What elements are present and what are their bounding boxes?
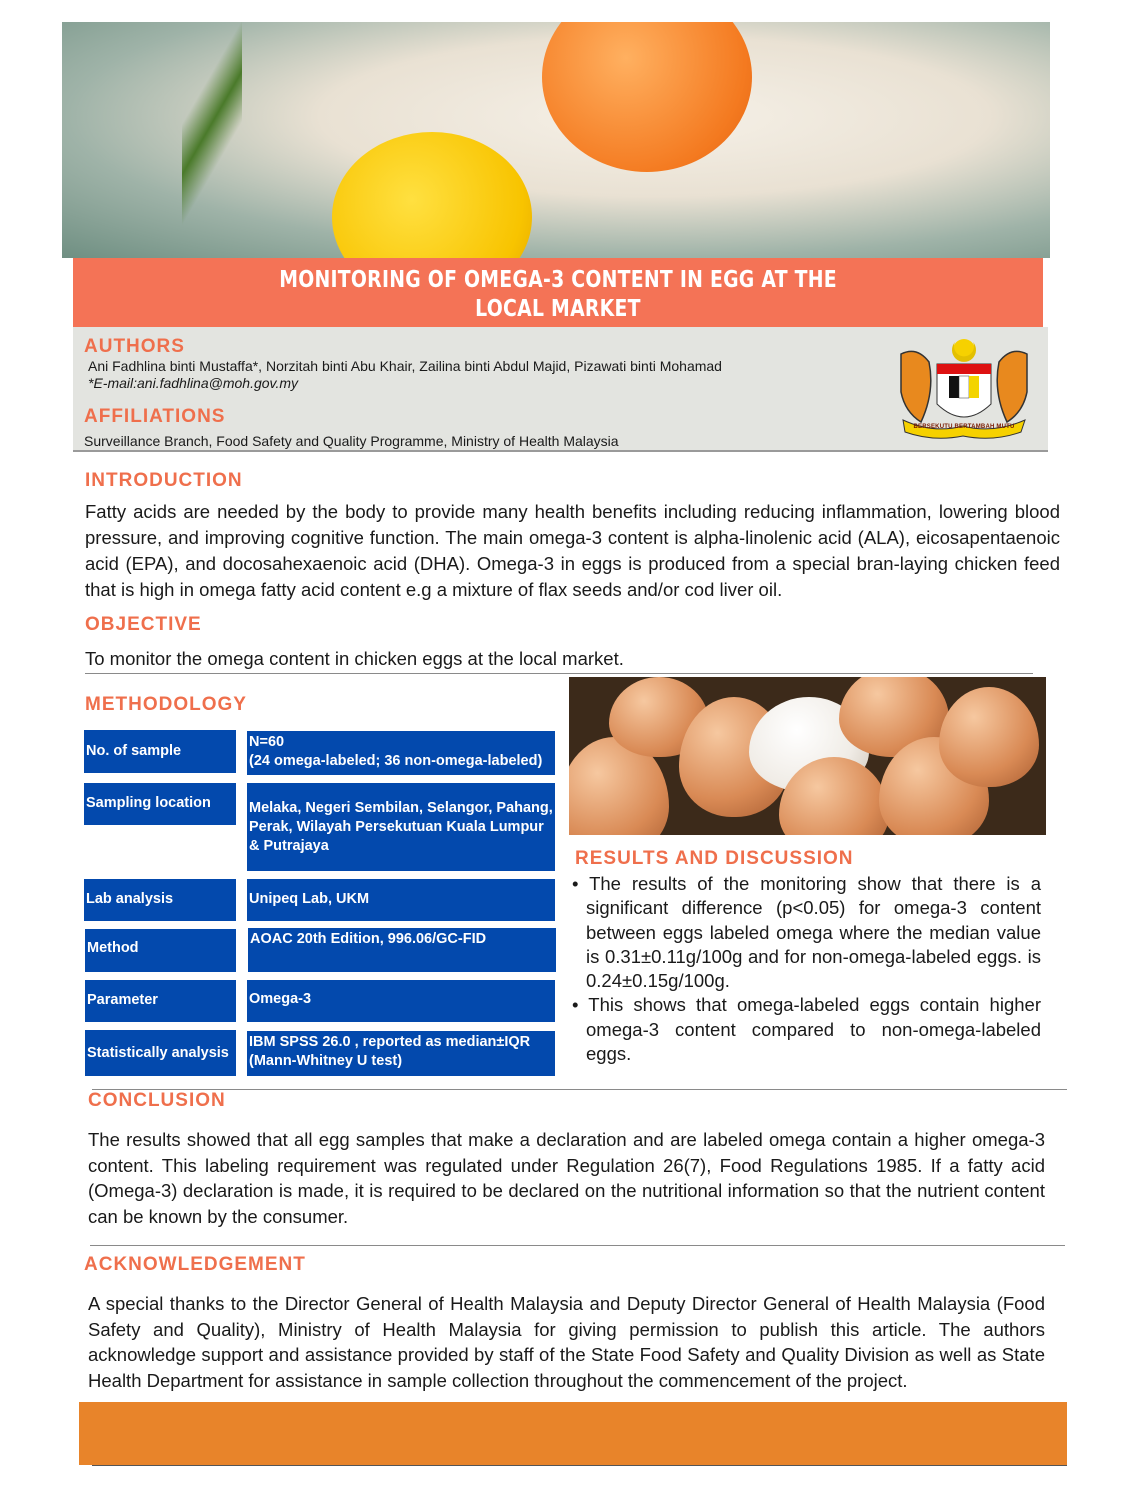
row-value-lab-analysis: Unipeq Lab, UKM	[247, 879, 555, 921]
value-line: (Mann-Whitney U test)	[249, 1053, 403, 1069]
row-label-lab-analysis: Lab analysis	[84, 879, 236, 921]
footer-bar	[79, 1402, 1067, 1465]
objective-text: To monitor the omega content in chicken eggs at the local market.	[85, 648, 624, 669]
row-label-statistical-analysis: Statistically analysis	[85, 1030, 236, 1076]
row-label-no-of-sample: No. of sample	[84, 730, 236, 773]
methodology-heading: METHODOLOGY	[85, 694, 247, 715]
acknowledgement-text: A special thanks to the Director General of Health Malaysia and Deputy Director General of Health Malaysia (Food Safety and Quality), Ministry of Health Malaysia for giving permission to publish this article. The authors acknowledge support and assistance provided by staff of the State Food Safety and Quality Division as well as State Health Department for assistance in sample collection throughout the commencement of the project.	[88, 1293, 1045, 1392]
divider	[92, 1465, 1067, 1466]
conclusion-heading: CONCLUSION	[88, 1090, 226, 1111]
row-label-method: Method	[85, 929, 236, 972]
title-line-1: MONITORING OF OMEGA-3 CONTENT IN EGG AT THE	[279, 267, 837, 293]
objective-heading: OBJECTIVE	[85, 614, 202, 635]
row-label-sampling-location: Sampling location	[84, 783, 236, 825]
value-line: N=60	[249, 734, 285, 750]
conclusion-text: The results showed that all egg samples that make a declaration and are labeled omega contain a higher omega-3 content. This labeling requirement was regulated under Regulation 26(7), Food Regulations 1985. If a fatty acid (Omega-3) declaration is made, it is required to be declared on the nutritional information so that the nutrient content can be known by the consumer.	[88, 1129, 1045, 1228]
results-heading: RESULTS AND DISCUSSION	[575, 848, 854, 869]
title-line-2: LOCAL MARKET	[475, 296, 641, 322]
affiliations-heading: AFFILIATIONS	[84, 406, 226, 427]
author-email: *E-mail:ani.fadhlina@moh.gov.my	[88, 375, 299, 391]
row-label-parameter: Parameter	[85, 980, 236, 1022]
affiliations-text: Surveillance Branch, Food Safety and Quality Programme, Ministry of Health Malaysia	[84, 433, 619, 449]
authors-heading: AUTHORS	[84, 336, 185, 357]
authors-names: Ani Fadhlina binti Mustaffa*, Norzitah binti Abu Khair, Zailina binti Abdul Majid, Pizawati binti Mohamad	[88, 358, 722, 374]
results-bullet-text: This shows that omega-labeled eggs contain higher omega-3 content compared to non-omega-labeled eggs.	[586, 994, 1041, 1065]
divider	[85, 673, 1033, 674]
results-bullet: • The results of the monitoring show that there is a significant difference (p<0.05) for omega-3 content between eggs labeled omega where the median value is 0.31±0.11g/100g and for non-omega-labeled eggs. is 0.24±0.15g/100g.	[572, 873, 1041, 992]
results-bullet: • This shows that omega-labeled eggs contain higher omega-3 content compared to non-omega-labeled eggs.	[572, 994, 1041, 1065]
value-line: IBM SPSS 26.0 , reported as median±IQR	[249, 1034, 531, 1050]
row-value-statistical-analysis	[247, 1031, 555, 1076]
eggs-in-basket-photo	[569, 677, 1046, 835]
results-bullet-text: The results of the monitoring show that there is a significant difference (p<0.05) for omega-3 content between eggs labeled omega where the median value is 0.31±0.11g/100g and for non-omega-labeled eggs. is 0.24±0.15g/100g.	[586, 873, 1041, 992]
divider	[92, 1089, 1067, 1090]
introduction-text: Fatty acids are needed by the body to provide many health benefits including reducing inflammation, lowering blood pressure, and improving cognitive function. The main omega-3 content is alpha-linolenic acid (ALA), eicosapentaenoic acid (EPA), and docosahexaenoic acid (DHA). Omega-3 in eggs is produced from a special bran-laying chicken feed that is high in omega fatty acid content e.g a mixture of flax seeds and/or cod liver oil.	[85, 501, 1060, 600]
introduction-heading: INTRODUCTION	[85, 470, 243, 491]
acknowledgement-heading: ACKNOWLEDGEMENT	[84, 1254, 306, 1275]
row-value-parameter: Omega-3	[247, 980, 555, 1022]
value-line: (24 omega-labeled; 36 non-omega-labeled)	[249, 753, 543, 769]
row-value-sampling-location: Melaka, Negeri Sembilan, Selangor, Pahang, Perak, Wilayah Persekutuan Kuala Lumpur & Putrajaya	[247, 783, 555, 871]
results-list	[572, 872, 1041, 1066]
divider	[90, 1245, 1065, 1246]
header-photo-fried-eggs	[62, 22, 1050, 258]
crest-motto: BERSEKUTU BERTAMBAH MUTU	[913, 424, 1015, 430]
row-value-no-of-sample	[247, 731, 555, 775]
row-value-method: AOAC 20th Edition, 996.06/GC-FID	[248, 928, 556, 972]
poster-title	[73, 258, 1043, 327]
